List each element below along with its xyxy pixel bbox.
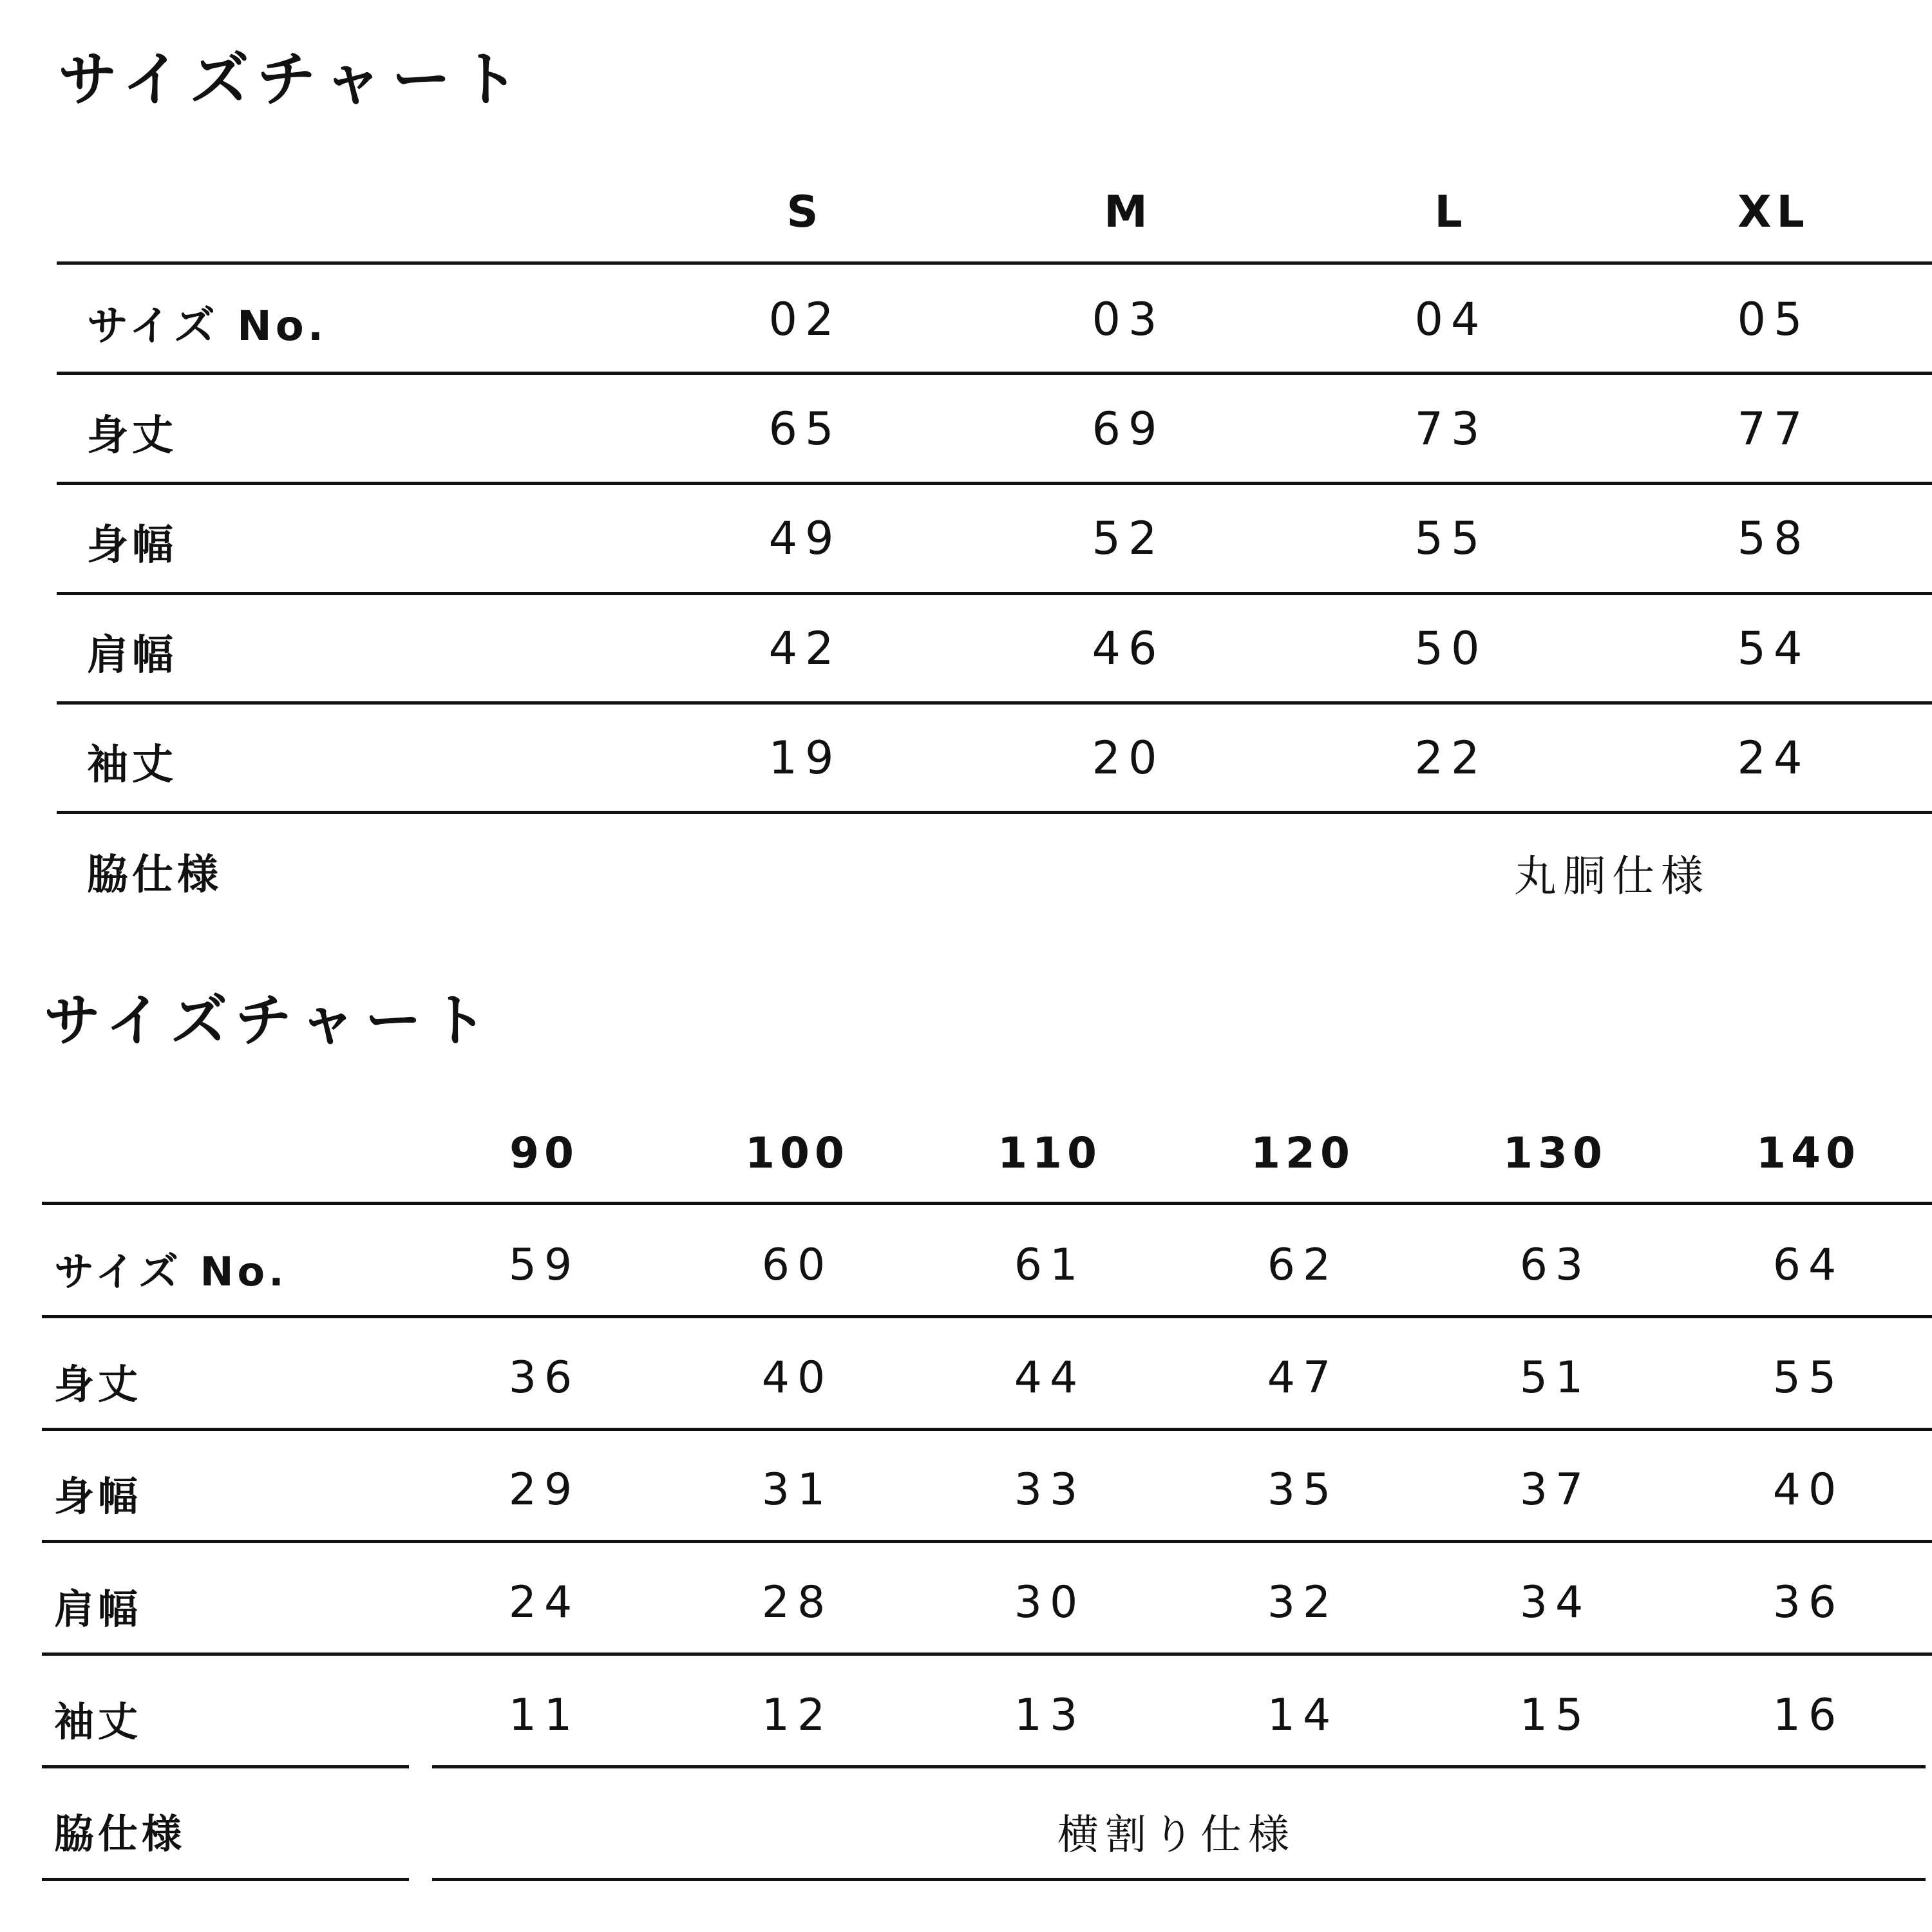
kids-size-header: 120	[1251, 1128, 1355, 1178]
cell-value: 24	[508, 1577, 580, 1628]
adult-size-header-l: L	[1434, 187, 1468, 238]
cell-value: 34	[1519, 1577, 1591, 1628]
cell-value: 47	[1267, 1352, 1339, 1403]
divider	[57, 372, 1932, 375]
side-spec-value: 丸胴仕様	[1514, 851, 1710, 901]
divider	[57, 592, 1932, 595]
adult-size-header-xl: XL	[1738, 187, 1810, 238]
cell-value: 11	[508, 1690, 580, 1741]
cell-value: 55	[1772, 1352, 1844, 1403]
divider	[42, 1540, 1932, 1543]
cell-value: 42	[768, 622, 842, 675]
row-label: サイズ No.	[54, 1248, 288, 1295]
cell-value: 59	[508, 1240, 580, 1291]
cell-value: 52	[1092, 512, 1165, 565]
row-label: 袖丈	[54, 1698, 142, 1745]
cell-value: 33	[1014, 1464, 1086, 1515]
cell-value: 13	[1014, 1690, 1086, 1741]
row-label: 身幅	[54, 1473, 142, 1520]
cell-value: 05	[1737, 293, 1810, 346]
cell-value: 44	[1014, 1352, 1086, 1403]
cell-value: 29	[508, 1464, 580, 1515]
adult-size-header-s: S	[786, 187, 824, 238]
cell-value: 40	[1772, 1464, 1844, 1515]
cell-value: 77	[1737, 402, 1810, 455]
cell-value: 15	[1519, 1690, 1591, 1741]
cell-value: 24	[1737, 732, 1810, 784]
cell-value: 36	[508, 1352, 580, 1403]
cell-value: 51	[1519, 1352, 1591, 1403]
cell-value: 54	[1737, 622, 1810, 675]
side-spec-value: 横割り仕様	[1057, 1812, 1296, 1859]
cell-value: 35	[1267, 1464, 1339, 1515]
divider	[57, 261, 1932, 265]
kids-size-header: 90	[509, 1128, 579, 1178]
row-label: 肩幅	[54, 1586, 142, 1633]
cell-value: 60	[761, 1240, 833, 1291]
row-label: 身丈	[87, 412, 177, 460]
cell-value: 62	[1267, 1240, 1339, 1291]
cell-value: 61	[1014, 1240, 1086, 1291]
divider	[42, 1878, 409, 1881]
cell-value: 28	[761, 1577, 833, 1628]
divider	[432, 1765, 1926, 1768]
cell-value: 04	[1414, 293, 1488, 346]
cell-value: 55	[1414, 512, 1488, 565]
cell-value: 58	[1737, 512, 1810, 565]
cell-value: 14	[1267, 1690, 1339, 1741]
row-label: 脇仕様	[54, 1810, 186, 1857]
cell-value: 64	[1772, 1240, 1844, 1291]
row-label: 袖丈	[87, 741, 177, 789]
divider	[42, 1202, 1932, 1205]
kids-size-header: 140	[1756, 1128, 1861, 1178]
row-label: 身丈	[54, 1361, 142, 1408]
cell-value: 69	[1092, 402, 1165, 455]
cell-value: 46	[1092, 622, 1165, 675]
divider	[57, 811, 1932, 814]
kids-size-header: 100	[745, 1128, 849, 1178]
divider	[42, 1765, 409, 1768]
adult-chart-title: サイズチャート	[58, 45, 529, 114]
cell-value: 03	[1092, 293, 1165, 346]
cell-value: 49	[768, 512, 842, 565]
cell-value: 20	[1092, 732, 1165, 784]
divider	[42, 1653, 1932, 1656]
cell-value: 19	[768, 732, 842, 784]
divider	[432, 1878, 1926, 1881]
divider	[42, 1428, 1932, 1431]
cell-value: 65	[768, 402, 842, 455]
cell-value: 31	[761, 1464, 833, 1515]
cell-value: 73	[1414, 402, 1488, 455]
row-label: 身幅	[87, 522, 177, 569]
kids-size-header: 130	[1503, 1128, 1607, 1178]
divider	[57, 701, 1932, 705]
cell-value: 32	[1267, 1577, 1339, 1628]
kids-size-header: 110	[998, 1128, 1102, 1178]
divider	[42, 1315, 1932, 1318]
cell-value: 02	[768, 293, 842, 346]
row-label: 脇仕様	[87, 851, 222, 899]
cell-value: 30	[1014, 1577, 1086, 1628]
adult-size-header-m: M	[1104, 187, 1153, 238]
cell-value: 40	[761, 1352, 833, 1403]
cell-value: 16	[1772, 1690, 1844, 1741]
kids-chart-title: サイズチャート	[44, 987, 497, 1054]
cell-value: 50	[1414, 622, 1488, 675]
cell-value: 36	[1772, 1577, 1844, 1628]
cell-value: 12	[761, 1690, 833, 1741]
cell-value: 22	[1414, 732, 1488, 784]
cell-value: 37	[1519, 1464, 1591, 1515]
row-label: サイズ No.	[87, 303, 328, 350]
cell-value: 63	[1519, 1240, 1591, 1291]
row-label: 肩幅	[87, 632, 177, 679]
divider	[57, 482, 1932, 485]
